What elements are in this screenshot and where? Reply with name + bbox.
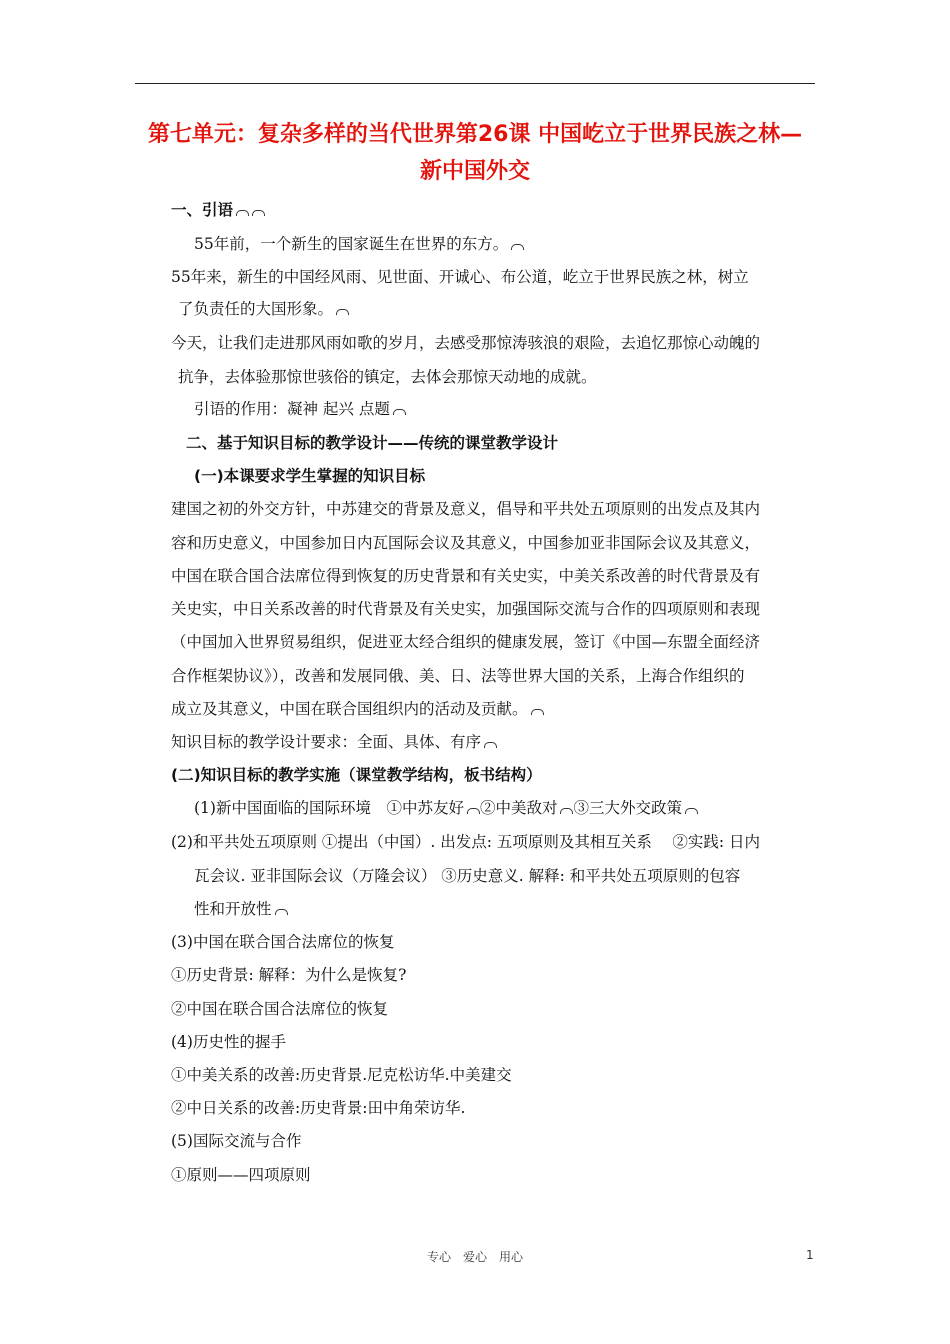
design-requirements: 知识目标的教学设计要求：全面、具体、有序 (171, 732, 497, 752)
intro-paragraph-3-line-2: 抗争，去体验那惊世骇俗的镇定，去体会那惊天动地的成就。 (178, 368, 597, 386)
body-line-5: （中国加入世界贸易组织，促进亚太经合组织的健康发展，签订《中国—东盟全面经济 (171, 633, 761, 651)
paragraph-mark-icon (531, 709, 544, 715)
subsection-1-heading: (一)本课要求学生掌握的知识目标 (194, 467, 426, 485)
item-5-sub-1: ①原则——四项原则 (171, 1166, 311, 1184)
item-1: (1)新中国面临的国际环境 ①中苏友好 ②中美敌对 ③三大外交政策 (194, 798, 698, 818)
body-line-4: 关史实，中日关系改善的时代背景及有关史实，加强国际交流与合作的四项原则和表现 (171, 600, 761, 618)
item-2-line-1: (2)和平共处五项原则 ①提出（中国）. 出发点: 五项原则及其相互关系 ②实践: 日内 (171, 833, 760, 851)
item-2-line-3: 性和开放性 (194, 899, 288, 919)
paragraph-mark-icon (685, 808, 698, 814)
page-footer: 专心 爱心 用心 (426, 1250, 523, 1264)
item-3: (3)中国在联合国合法席位的恢复 (171, 933, 395, 951)
body-line-2: 容和历史意义，中国参加日内瓦国际会议及其意义，中国参加亚非国际会议及其意义， (171, 534, 761, 552)
header-rule (135, 83, 815, 84)
intro-paragraph-2-line-1: 55年来，新生的中国经风雨、见世面、开诚心、布公道，屹立于世界民族之林，树立 (171, 268, 749, 286)
body-line-6: 合作框架协议》），改善和发展同俄、美、日、法等世界大国的关系，上海合作组织的 (171, 667, 745, 685)
item-4-sub-2: ②中日关系的改善:历史背景:田中角荣访华. (171, 1099, 466, 1117)
paragraph-mark-icon (275, 909, 288, 915)
intro-paragraph-2-line-2: 了负责任的大国形象。 (178, 299, 349, 319)
title-line-2: 新中国外交 (419, 159, 530, 184)
item-3-sub-1: ①历史背景: 解释：为什么是恢复? (171, 966, 407, 984)
body-line-1: 建国之初的外交方针，中苏建交的背景及意义，倡导和平共处五项原则的出发点及其内 (171, 500, 761, 518)
item-2-line-2: 瓦会议. 亚非国际会议（万隆会议） ③历史意义. 解释: 和平共处五项原则的包容 (194, 867, 741, 885)
paragraph-mark-icon (560, 808, 573, 814)
intro-purpose: 引语的作用：凝神 起兴 点题 (194, 399, 406, 419)
document-title (130, 116, 820, 190)
item-4-sub-1: ①中美关系的改善:历史背景.尼克松访华.中美建交 (171, 1066, 512, 1084)
body-line-3: 中国在联合国合法席位得到恢复的历史背景和有关史实，中美关系改善的时代背景及有 (171, 567, 761, 585)
paragraph-mark-icon (511, 244, 524, 250)
section-2-heading: 二、基于知识目标的教学设计——传统的课堂教学设计 (186, 434, 559, 452)
item-5: (5)国际交流与合作 (171, 1132, 302, 1150)
paragraph-mark-icon (393, 409, 406, 415)
intro-paragraph-1: 55年前，一个新生的国家诞生在世界的东方。 (194, 234, 524, 254)
item-4: (4)历史性的握手 (171, 1033, 286, 1051)
item-3-sub-2: ②中国在联合国合法席位的恢复 (171, 1000, 389, 1018)
page-number: 1 (806, 1248, 814, 1262)
body-line-7: 成立及其意义，中国在联合国组织内的活动及贡献。 (171, 699, 544, 719)
paragraph-mark-icon (236, 210, 249, 216)
paragraph-mark-icon (484, 742, 497, 748)
paragraph-mark-icon (336, 309, 349, 315)
paragraph-mark-icon (467, 808, 480, 814)
intro-paragraph-3-line-1: 今天，让我们走进那风雨如歌的岁月，去感受那惊涛骇浪的艰险，去追忆那惊心动魄的 (171, 334, 761, 352)
section-1-heading: 一、引语 (171, 200, 265, 220)
subsection-2-heading: (二)知识目标的教学实施（课堂教学结构，板书结构） (171, 766, 542, 784)
paragraph-mark-icon (252, 210, 265, 216)
title-line-1: 第七单元：复杂多样的当代世界第26课 中国屹立于世界民族之林— (147, 122, 803, 147)
